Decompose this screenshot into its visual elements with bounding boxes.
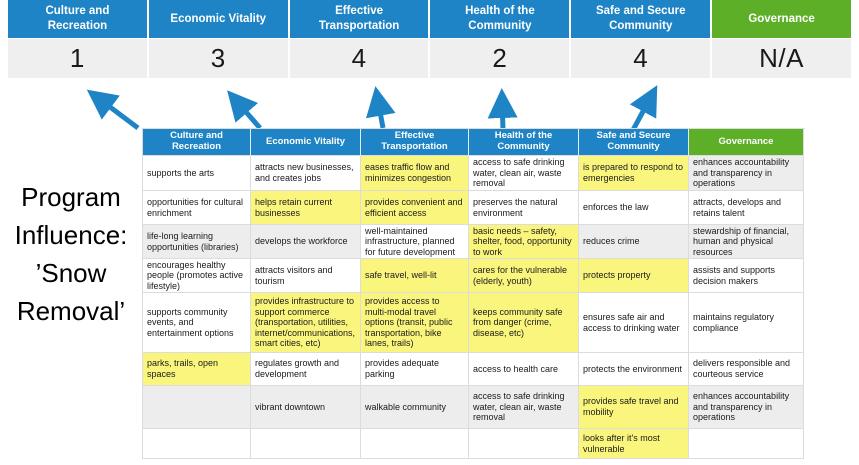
score-culture-and-recreation: [8, 39, 147, 78]
score-value: 3: [210, 43, 226, 73]
matrix-header-1: Culture and Recreation: [143, 129, 251, 156]
matrix-cell-r7c5: provides safe travel and mobility: [579, 386, 689, 429]
matrix-cell-r7c2: vibrant downtown: [251, 386, 361, 429]
matrix-cell-r2c5: enforces the law: [579, 191, 689, 225]
matrix-header-2: Economic Vitality: [251, 129, 361, 156]
matrix-cell-r5c3: provides access to multi-modal travel options (transit, public transportation, bike lanes, trails): [361, 293, 469, 353]
matrix-cell-r6c2: regulates growth and development: [251, 353, 361, 386]
matrix-cell-r5c1: supports community events, and entertainment options: [143, 293, 251, 353]
summary-header-safe-and-secure-community: [571, 0, 710, 38]
matrix-cell-r1c5: is prepared to respond to emergencies: [579, 156, 689, 191]
matrix-cell-r3c3: well-maintained infrastructure, planned for future development: [361, 225, 469, 259]
matrix-cell-r4c4: cares for the vulnerable (elderly, youth): [469, 259, 579, 293]
score-governance: [712, 39, 851, 78]
summary-header-governance: [712, 0, 851, 38]
matrix-cell-r4c2: attracts visitors and tourism: [251, 259, 361, 293]
matrix-cell-r2c1: opportunities for cultural enrichment: [143, 191, 251, 225]
matrix-cell-r8c5: looks after it's most vulnerable: [579, 429, 689, 459]
matrix-cell-r2c4: preserves the natural environment: [469, 191, 579, 225]
matrix-cell-r7c1: [143, 386, 251, 429]
influence-arrow-4: [502, 97, 503, 130]
matrix-cell-r4c3: safe travel, well-lit: [361, 259, 469, 293]
matrix-header-3: Effective Transportation: [361, 129, 469, 156]
matrix-cell-r3c2: develops the workforce: [251, 225, 361, 259]
matrix-header-6: Governance: [689, 129, 804, 156]
score-effective-transportation: [290, 39, 429, 78]
summary-score-row: [8, 39, 851, 78]
matrix-cell-r3c1: life-long learning opportunities (libraries): [143, 225, 251, 259]
matrix-header-4: Health of the Community: [469, 129, 579, 156]
matrix-cell-r1c4: access to safe drinking water, clean air, waste removal: [469, 156, 579, 191]
summary-header-label: Safe and Secure Community: [595, 5, 686, 32]
matrix-cell-r6c5: protects the environment: [579, 353, 689, 386]
matrix-cell-r6c1: parks, trails, open spaces: [143, 353, 251, 386]
score-value: 4: [351, 43, 367, 73]
program-label-line: Program: [21, 182, 121, 212]
summary-header-health-of-the-community: [430, 0, 569, 38]
score-health-of-the-community: [430, 39, 569, 78]
influence-arrow-2: [233, 97, 260, 128]
program-label-line: ’Snow: [35, 258, 107, 288]
influence-arrow-5: [633, 93, 653, 130]
score-value: N/A: [759, 43, 804, 73]
summary-header-effective-transportation: [290, 0, 429, 38]
matrix-cell-r5c6: maintains regulatory compliance: [689, 293, 804, 353]
matrix-cell-r7c4: access to safe drinking water, clean air, waste removal: [469, 386, 579, 429]
influence-arrow-1: [94, 95, 138, 128]
matrix-cell-r4c6: assists and supports decision makers: [689, 259, 804, 293]
matrix-cell-r8c1: [143, 429, 251, 459]
summary-header-row: [8, 0, 851, 38]
summary-header-economic-vitality: [149, 0, 288, 38]
matrix-cell-r5c2: provides infrastructure to support commerce (transportation, utilities, internet/communications, smart cities, etc): [251, 293, 361, 353]
matrix-cell-r4c1: encourages healthy people (promotes active lifestyle): [143, 259, 251, 293]
matrix-cell-r5c4: keeps community safe from danger (crime, disease, etc): [469, 293, 579, 353]
matrix-cell-r3c6: stewardship of financial, human and physical resources: [689, 225, 804, 259]
score-safe-and-secure-community: [571, 39, 710, 78]
score-economic-vitality: [149, 39, 288, 78]
matrix-cell-r4c5: protects property: [579, 259, 689, 293]
summary-header-label: Effective Transportation: [318, 5, 400, 32]
matrix-cell-r6c3: provides adequate parking: [361, 353, 469, 386]
matrix-cell-r2c2: helps retain current businesses: [251, 191, 361, 225]
matrix-cell-r8c3: [361, 429, 469, 459]
matrix-cell-r1c1: supports the arts: [143, 156, 251, 191]
matrix-cell-r2c6: attracts, develops and retains talent: [689, 191, 804, 225]
summary-header-culture-and-recreation: [8, 0, 147, 38]
summary-header-label: Economic Vitality: [170, 12, 267, 25]
matrix-cell-r6c4: access to health care: [469, 353, 579, 386]
matrix-cell-r2c3: provides convenient and efficient access: [361, 191, 469, 225]
matrix-cell-r7c6: enhances accountability and transparency in operations: [689, 386, 804, 429]
matrix-cell-r6c6: delivers responsible and courteous service: [689, 353, 804, 386]
matrix-cell-r3c5: reduces crime: [579, 225, 689, 259]
matrix-cell-r8c2: [251, 429, 361, 459]
matrix-cell-r8c6: [689, 429, 804, 459]
matrix-cell-r1c6: enhances accountability and transparency in operations: [689, 156, 804, 191]
score-value: 1: [69, 43, 85, 73]
summary-header-label: Culture and Recreation: [45, 5, 110, 32]
score-value: 2: [492, 43, 508, 73]
influence-matrix: [142, 128, 805, 459]
program-label-line: Influence:: [14, 220, 128, 250]
matrix-cell-r8c4: [469, 429, 579, 459]
influence-arrow-3: [377, 95, 383, 128]
matrix-cell-r5c5: ensures safe air and access to drinking water: [579, 293, 689, 353]
summary-header-label: Health of the Community: [465, 5, 535, 32]
matrix-cell-r3c4: basic needs – safety, shelter, food, opportunity to work: [469, 225, 579, 259]
summary-header-label: Governance: [748, 12, 815, 25]
program-label-line: Removal’: [16, 296, 126, 326]
score-value: 4: [633, 43, 649, 73]
matrix-header-5: Safe and Secure Community: [579, 129, 689, 156]
matrix-cell-r7c3: walkable community: [361, 386, 469, 429]
matrix-cell-r1c2: attracts new businesses, and creates jobs: [251, 156, 361, 191]
matrix-cell-r1c3: eases traffic flow and minimizes congestion: [361, 156, 469, 191]
program-influence-label: [2, 178, 140, 330]
